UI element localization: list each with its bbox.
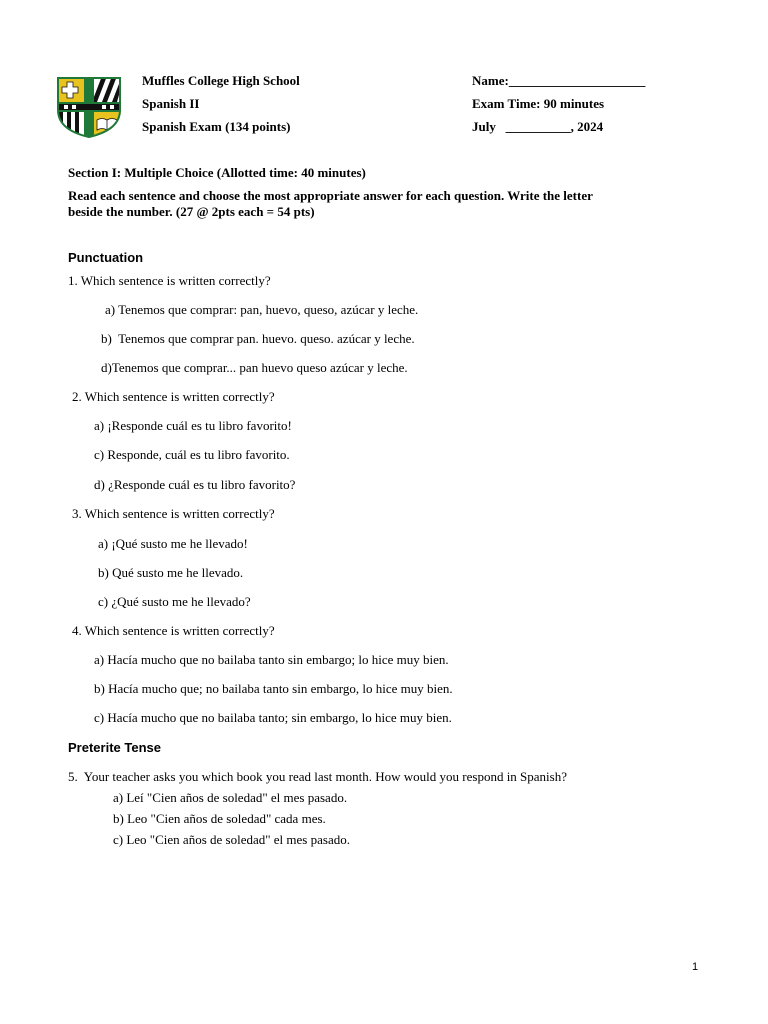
question-5-option-c: c) Leo "Cien años de soledad" el mes pasado. xyxy=(113,832,350,847)
section-instructions-line-1: Read each sentence and choose the most appropriate answer for each question. Write the letter xyxy=(68,188,593,203)
question-1-option-b: b) Tenemos que comprar pan. huevo. queso. azúcar y leche. xyxy=(101,331,415,346)
question-2-option-a: a) ¡Responde cuál es tu libro favorito! xyxy=(94,418,292,433)
question-3-text: 3. Which sentence is written correctly? xyxy=(72,506,275,521)
question-4-text: 4. Which sentence is written correctly? xyxy=(72,623,275,638)
punctuation-heading: Punctuation xyxy=(68,250,144,265)
page-number: 1 xyxy=(692,961,699,973)
section-title: Section I: Multiple Choice (Allotted time: 40 minutes) xyxy=(68,165,366,180)
course-name: Spanish II xyxy=(142,96,200,111)
question-4-option-a: a) Hacía mucho que no bailaba tanto sin embargo; lo hice muy bien. xyxy=(94,652,449,667)
school-name: Muffles College High School xyxy=(142,73,300,88)
question-1-option-a: a) Tenemos que comprar: pan, huevo, queso, azúcar y leche. xyxy=(105,302,419,317)
question-2-text: 2. Which sentence is written correctly? xyxy=(72,389,275,404)
question-4-option-c: c) Hacía mucho que no bailaba tanto; sin embargo, lo hice muy bien. xyxy=(94,710,452,725)
question-5-text: 5. Your teacher asks you which book you read last month. How would you respond in Spanish? xyxy=(68,769,567,784)
question-5-option-b: b) Leo "Cien años de soledad" cada mes. xyxy=(113,811,326,826)
question-1-option-d: d)Tenemos que comprar... pan huevo queso azúcar y leche. xyxy=(101,360,408,375)
student-name-field[interactable]: Name:_____________________ xyxy=(472,73,646,88)
question-1-text: 1. Which sentence is written correctly? xyxy=(68,273,271,288)
question-3-option-b: b) Qué susto me he llevado. xyxy=(98,565,244,580)
exam-time: Exam Time: 90 minutes xyxy=(472,96,605,111)
school-crest-logo xyxy=(56,76,122,138)
question-2-option-c: c) Responde, cuál es tu libro favorito. xyxy=(94,447,290,462)
section-instructions-line-2: beside the number. (27 @ 2pts each = 54 pts) xyxy=(68,204,315,219)
preterite-heading: Preterite Tense xyxy=(68,740,161,755)
question-4-option-b: b) Hacía mucho que; no bailaba tanto sin embargo, lo hice muy bien. xyxy=(94,681,453,696)
exam-title: Spanish Exam (134 points) xyxy=(142,119,291,134)
question-3-option-a: a) ¡Qué susto me he llevado! xyxy=(98,536,248,551)
question-2-option-d: d) ¿Responde cuál es tu libro favorito? xyxy=(94,477,296,492)
question-5-option-a: a) Leí "Cien años de soledad" el mes pasado. xyxy=(113,790,348,805)
exam-date-field[interactable]: July __________, 2024 xyxy=(472,119,604,134)
question-3-option-c: c) ¿Qué susto me he llevado? xyxy=(98,594,251,609)
